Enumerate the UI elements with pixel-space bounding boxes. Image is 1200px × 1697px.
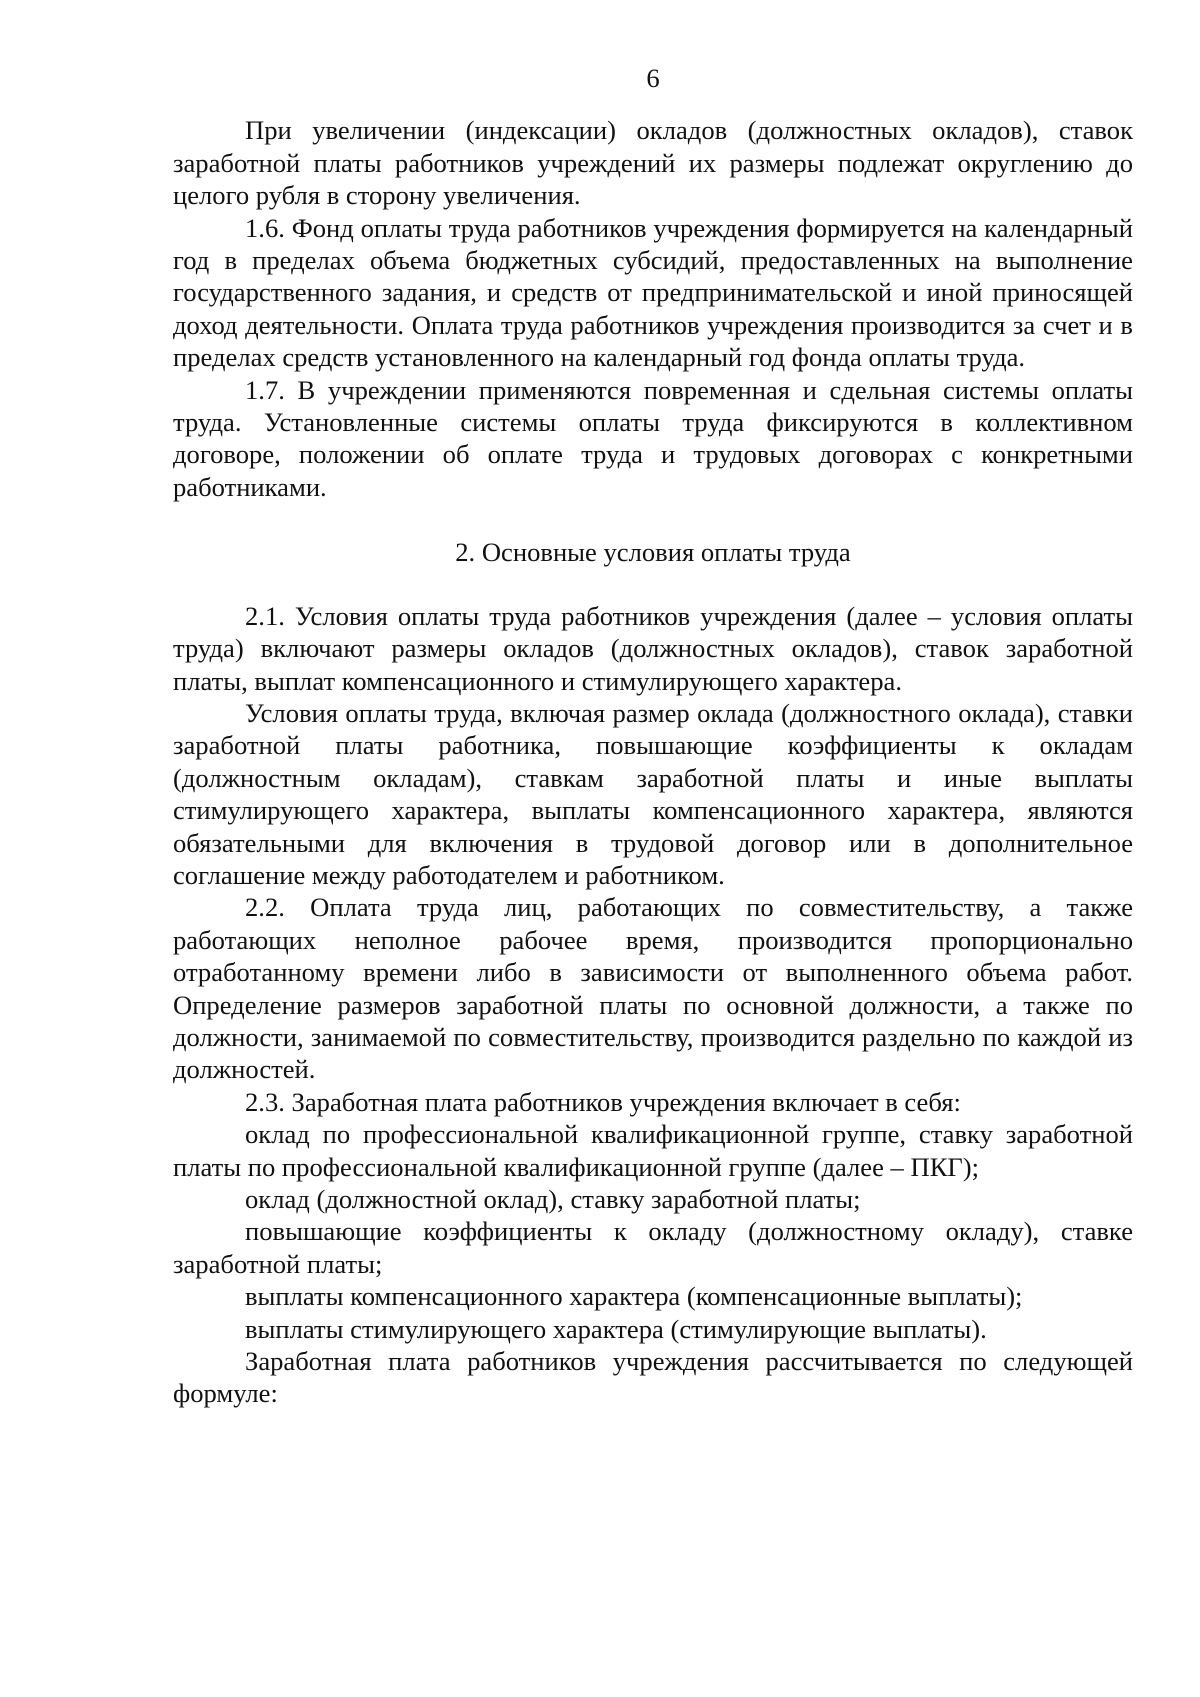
- paragraph-2-2: 2.2. Оплата труда лиц, работающих по совместительству, а также работающих неполное рабочее время, производится пропорционально отработанному времени либо в зависимости от выполненного объема работ. Определение размеров заработной платы по основной должности, а также по должности, занимаемой по совместительству, производится раздельно по каждой из должностей.: [173, 892, 1133, 1085]
- list-item-pkg-salary: оклад по профессиональной квалификационной группе, ставку заработной платы по профессиональной квалификационной группе (далее – ПКГ);: [173, 1119, 1133, 1182]
- page-number: 6: [646, 63, 660, 93]
- document-page: [173, 62, 1133, 1410]
- paragraph-2-3: 2.3. Заработная плата работников учреждения включает в себя:: [245, 1086, 961, 1117]
- list-item-incentive: выплаты стимулирующего характера (стимулирующие выплаты).: [245, 1313, 987, 1344]
- list-item-official-salary: оклад (должностной оклад), ставку заработной платы;: [245, 1184, 861, 1214]
- paragraph-1-7: 1.7. В учреждении применяются повременная и сдельная системы оплаты труда. Установленные системы оплаты труда фиксируются в коллективном договоре, положении об оплате труда и трудовых договорах с конкретными работниками.: [173, 374, 1133, 502]
- paragraph-formula-intro: Заработная плата работников учреждения рассчитывается по следующей формуле:: [173, 1346, 1133, 1409]
- paragraph-1-6: 1.6. Фонд оплаты труда работников учреждения формируется на календарный год в пределах объема бюджетных субсидий, предоставленных на выполнение государственного задания, и средств от предпринимательской и иной приносящей доход деятельности. Оплата труда работников учреждения производится за счет и в пределах средств установленного на календарный год фонда оплаты труда.: [173, 212, 1133, 373]
- section-heading: 2. Основные условия оплаты труда: [455, 537, 851, 568]
- paragraph-2-1: 2.1. Условия оплаты труда работников учреждения (далее – условия оплаты труда) включают размеры окладов (должностных окладов), ставок заработной платы, выплат компенсационного и стимулирующего характера.: [173, 600, 1133, 696]
- paragraph-rounding: При увеличении (индексации) окладов (должностных окладов), ставок заработной платы работников учреждений их размеры подлежат округлению до целого рубля в сторону увеличения.: [173, 115, 1133, 211]
- list-item-coefficients: повышающие коэффициенты к окладу (должностному окладу), ставке заработной платы;: [173, 1216, 1133, 1279]
- list-item-compensation: выплаты компенсационного характера (компенсационные выплаты);: [245, 1281, 1023, 1312]
- paragraph-conditions: Условия оплаты труда, включая размер оклада (должностного оклада), ставки заработной платы работника, повышающие коэффициенты к окладам (должностным окладам), ставкам заработной платы и иные выплаты стимулирующего характера, выплаты компенсационного характера, являются обязательными для включения в трудовой договор или в дополнительное соглашение между работодателем и работником.: [173, 697, 1133, 890]
